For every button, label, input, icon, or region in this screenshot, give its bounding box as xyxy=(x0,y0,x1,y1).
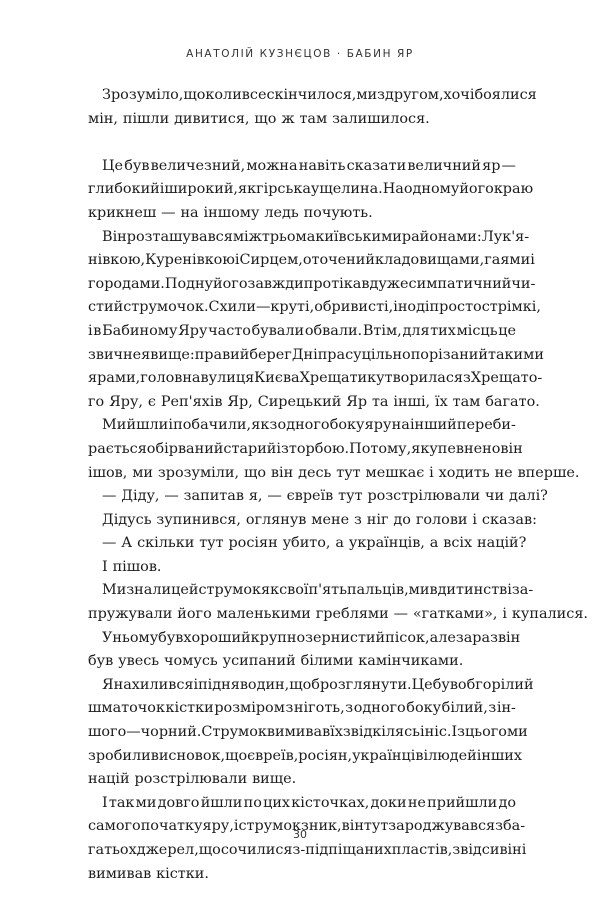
text-line: У ньому був хороший крупнозернистий пісок, але зараз він xyxy=(102,629,521,646)
paragraph xyxy=(88,532,527,556)
text-line: Ми знали цей струмок як свої п'ять пальців, ми в дитинстві за- xyxy=(102,582,534,599)
text-line: мін, пішли дивитися, що ж там залишилося. xyxy=(88,110,430,127)
text-line: і в Бабиному Яру часто бували обвали. Втім, для тих місць це xyxy=(88,322,516,339)
paragraph xyxy=(88,414,580,485)
text-line: городами. По дну його завжди протікав дуже симпатичний чи- xyxy=(88,275,536,292)
paragraph xyxy=(88,627,521,674)
text-line: вимивав кістки. xyxy=(88,865,209,882)
text-line: самого початку яру, і струмок зник, він тут зароджувався з ба- xyxy=(88,818,526,835)
paragraph xyxy=(88,674,534,792)
paragraph-gap xyxy=(88,131,516,155)
text-line: рається обірваний старий із торбою. По тому, як упевнено він xyxy=(88,440,523,457)
text-line: шого — чорний. Струмок вимивав їх звідкілясь і ніс. Із цього ми xyxy=(88,724,528,741)
paragraph xyxy=(88,485,548,509)
text-line: Ми йшли і побачили, як з одного боку яру на інший переби- xyxy=(102,417,516,434)
text-line: Я нахилився і підняв один, щоб розглянути. Це був обгорілий xyxy=(102,676,534,693)
text-line: був увесь чомусь усипаний білими камінчиками. xyxy=(88,653,464,670)
text-line: Це був величезний, можна навіть сказати величний яр — xyxy=(102,157,516,174)
text-line: го Яру, є Реп'яхів Яр, Сирецький Яр та інші, їх там багато. xyxy=(88,393,540,410)
body-text xyxy=(88,84,588,886)
paragraph xyxy=(88,226,544,415)
text-line: пружували його маленькими греблями — «гатками», і купалися. xyxy=(88,606,588,623)
paragraph xyxy=(88,579,588,626)
paragraph xyxy=(88,509,537,533)
running-header: АНАТОЛІЙ КУЗНЄЦОВ · БАБИН ЯР xyxy=(186,48,414,60)
text-line: — А скільки тут росіян убито, а українців, а всіх націй? xyxy=(102,535,527,552)
paragraph xyxy=(88,155,534,226)
page-number: 30 xyxy=(293,828,307,841)
text-line: І так ми довго йшли по цих кісточках, доки не прийшли до xyxy=(102,794,516,811)
text-line: ішов, ми зрозуміли, що він десь тут мешкає і ходить не вперше. xyxy=(88,464,580,481)
text-line: Він розташувався між трьома київськими районами: Лук'я- xyxy=(102,228,530,245)
paragraph xyxy=(88,84,537,131)
text-line: глибокий і широкий, як гірська ущелина. На одному його краю xyxy=(88,181,534,198)
text-line: шматочок кістки розміром з ніготь, з одного боку білий, з ін- xyxy=(88,700,516,717)
text-line: Дідусь зупинився, оглянув мене з ніг до голови і сказав: xyxy=(102,511,537,528)
text-line: — Діду, — запитав я, — євреїв тут розстрілювали чи далі? xyxy=(102,488,548,505)
text-line: І пішов. xyxy=(102,558,162,575)
text-line: націй розстрілювали вище. xyxy=(88,771,297,788)
text-line: стий струмочок. Схили — круті, обривисті, іноді просто стрімкі, xyxy=(88,299,541,316)
text-line: Зрозуміло, що коли все скінчилося, ми з другом, хоч і боялися xyxy=(102,87,537,103)
text-line: зробили висновок, що євреїв, росіян, українців і людей інших xyxy=(88,747,523,764)
text-line: гатьох джерел, що сочилися з-під піщаних пластів, звідси він і xyxy=(88,842,527,858)
text-line: ярами, головна вулиця Києва Хрещатик утворилася з Хрещато- xyxy=(88,370,543,387)
text-line: звичне явище: правий берег Дніпра суцільно порізаний такими xyxy=(88,346,544,363)
text-line: нівкою, Куренівкою і Сирцем, оточений кладовищами, гаями і xyxy=(88,252,535,269)
text-line: крикнеш — на іншому ледь почують. xyxy=(88,204,373,221)
paragraph xyxy=(88,556,516,580)
